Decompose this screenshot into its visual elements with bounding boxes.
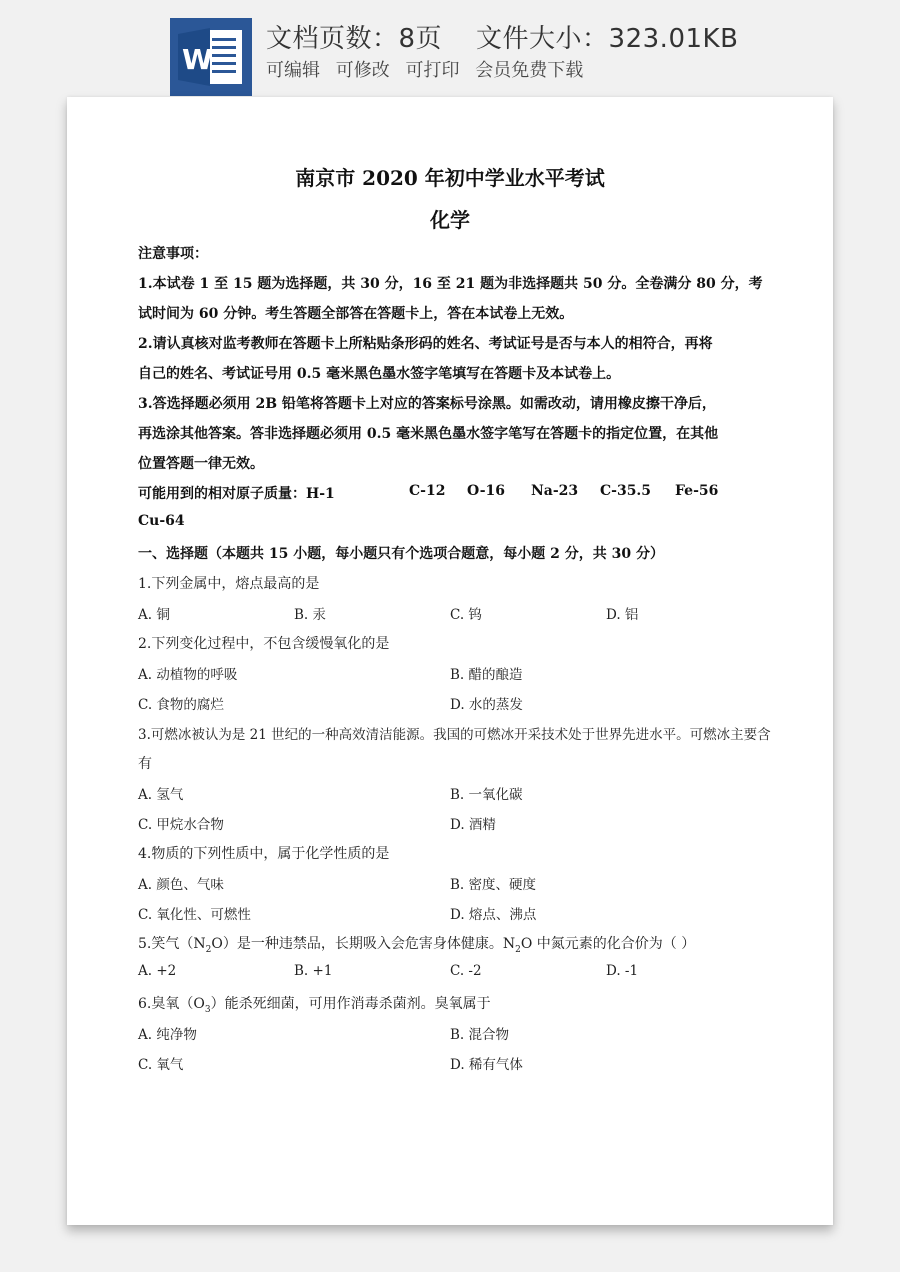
option-d: D. 稀有气体: [450, 1057, 523, 1073]
atomic-mass-cl: C-35.5: [600, 483, 652, 499]
word-document-icon: [170, 18, 252, 96]
option-a: A. 纯净物: [138, 1027, 197, 1043]
exam-title: 南京市 2020 年初中学业水平考试: [295, 166, 605, 190]
notice-line: 3.答选择题必须用 2B 铅笔将答题卡上对应的答案标号涂黑。如需改动，请用橡皮擦干净后，: [138, 396, 716, 412]
option-c: C. 氧化性、可燃性: [138, 907, 251, 923]
option-d: D. 水的蒸发: [450, 697, 523, 713]
question-stem: 4.物质的下列性质中，属于化学性质的是: [138, 846, 390, 862]
option-b: B. 密度、硬度: [450, 877, 537, 893]
option-a: A. 动植物的呼吸: [138, 667, 238, 683]
option-d: D. 熔点、沸点: [450, 907, 537, 923]
option-d: D. 酒精: [450, 817, 496, 833]
notice-line: 2.请认真核对监考教师在答题卡上所粘贴条形码的姓名、考试证号是否与本人的相符合，再将: [138, 336, 713, 352]
option-b: B. 一氧化碳: [450, 787, 523, 803]
notice-line: 1.本试卷 1 至 15 题为选择题，共 30 分，16 至 21 题为非选择题共 50 分。全卷满分 80 分，考: [138, 276, 763, 292]
option-a: A. 颜色、气味: [138, 877, 224, 893]
file-size: 文件大小：323.01KB: [476, 24, 739, 54]
option-a: A. 铜: [138, 607, 170, 623]
option-d: D. -1: [606, 963, 639, 979]
subscript: 2: [205, 944, 212, 955]
exam-subject: 化学: [430, 208, 470, 232]
atomic-mass-extra: Cu-64: [138, 513, 185, 529]
atomic-mass-na: Na-23: [531, 483, 579, 499]
feature-modifiable: 可修改: [335, 60, 390, 81]
atomic-mass-o: O-16: [467, 483, 506, 499]
feature-editable: 可编辑: [266, 60, 320, 81]
option-b: B. +1: [294, 963, 333, 979]
option-b: B. 汞: [294, 607, 327, 623]
atomic-mass-fe: Fe-56: [675, 483, 719, 499]
section-heading: 一、选择题（本题共 15 小题，每小题只有个选项合题意，每小题 2 分，共 30 分）: [138, 546, 664, 562]
subscript: 2: [515, 944, 521, 955]
question-stem: 3.可燃冰被认为是 21 世纪的一种高效清洁能源。我国的可燃冰开采技术处于世界先进水平。可燃冰主要含: [138, 727, 771, 743]
option-d: D. 铝: [606, 607, 639, 623]
option-b: B. 醋的酿造: [450, 667, 523, 683]
atomic-mass-label: 可能用到的相对原子质量：H-1: [138, 486, 335, 502]
option-a: A. +2: [138, 963, 177, 979]
option-b: B. 混合物: [450, 1027, 510, 1043]
document-page: [67, 97, 833, 1225]
stem-part: 5.笑气（N: [138, 936, 206, 952]
stem-part: O 中氮元素的化合价为（ ）: [520, 936, 696, 952]
question-stem: 1.下列金属中，熔点最高的是: [138, 576, 320, 592]
stem-part: 6.臭氧（O: [138, 996, 205, 1012]
option-c: C. 甲烷水合物: [138, 817, 224, 833]
stem-part: O）是一种违禁品，长期吸入会危害身体健康。N: [211, 936, 516, 952]
svg-text:W: W: [182, 43, 213, 76]
question-stem-continued: 有: [138, 756, 152, 772]
page-count: 文档页数：8页: [266, 24, 443, 54]
banner-features: [266, 56, 593, 82]
question-stem: 2.下列变化过程中，不包含缓慢氧化的是: [138, 636, 390, 652]
option-a: A. 氢气: [138, 787, 184, 803]
notice-line: 试时间为 60 分钟。考生答题全部答在答题卡上，答在本试卷上无效。: [138, 306, 574, 322]
notice-heading: 注意事项：: [138, 246, 208, 262]
notice-line: 自己的姓名、考试证号用 0.5 毫米黑色墨水签字笔填写在答题卡及本试卷上。: [138, 366, 621, 382]
feature-free-download: 会员免费下载: [475, 60, 584, 81]
question-stem: [138, 933, 695, 955]
option-c: C. 食物的腐烂: [138, 697, 224, 713]
notice-line: 位置答题一律无效。: [138, 456, 264, 472]
notice-line: 再选涂其他答案。答非选择题必须用 0.5 毫米黑色墨水签字笔写在答题卡的指定位置，在其他: [138, 426, 719, 442]
stem-part: ）能杀死细菌，可用作消毒杀菌剂。臭氧属于: [210, 996, 491, 1012]
option-c: C. 氧气: [138, 1057, 184, 1073]
subscript: 3: [204, 1004, 211, 1015]
option-c: C. 钨: [450, 607, 482, 623]
download-banner: [0, 0, 900, 100]
atomic-mass-c: C-12: [409, 483, 446, 499]
question-stem: [138, 993, 491, 1015]
feature-printable: 可打印: [405, 60, 460, 81]
banner-title: [266, 18, 738, 55]
option-c: C. -2: [450, 963, 482, 979]
